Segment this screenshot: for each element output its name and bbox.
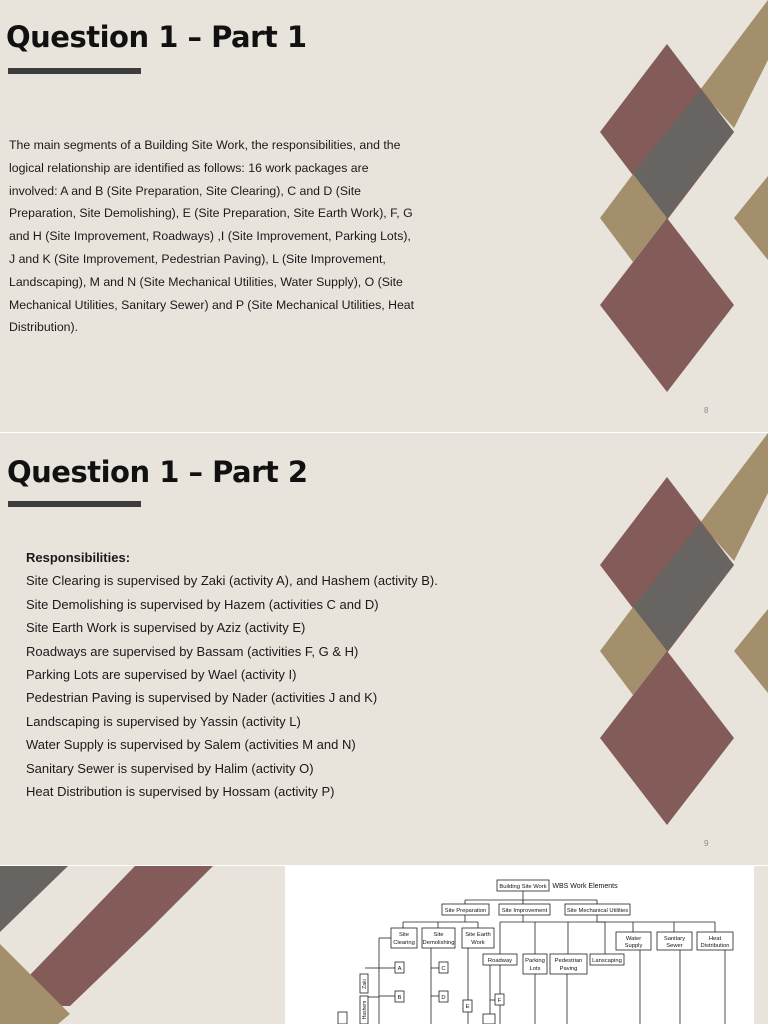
wbs-node-label: Site [399, 932, 409, 938]
slide-title: Question 1 – Part 2 [7, 455, 308, 489]
wbs-activity-label: D [441, 995, 446, 1001]
wbs-root-label: Building Site Work [499, 884, 547, 890]
responsibilities-list [26, 546, 438, 803]
title-underline [8, 501, 141, 507]
list-item: Pedestrian Paving is supervised by Nader (activities J and K) [26, 690, 378, 706]
tan-edge-triangle [734, 176, 768, 260]
list-item: Heat Distribution is supervised by Hossam (activity P) [26, 784, 335, 800]
wbs-level1-label: Site Improvement [501, 908, 548, 914]
page-number: 8 [704, 406, 709, 415]
wbs-node-label: Lots [529, 966, 541, 972]
wbs-activity-label: B [397, 995, 402, 1001]
wbs-activity-label: E [465, 1004, 470, 1010]
list-item: Parking Lots are supervised by Wael (activity I) [26, 667, 297, 683]
list-item: Sanitary Sewer is supervised by Halim (activity O) [26, 760, 314, 776]
wbs-node-label: Sanitary [663, 936, 686, 942]
list-item: Site Clearing is supervised by Zaki (activity A), and Hashem (activity B). [26, 573, 438, 589]
wbs-node-label: Heat [708, 936, 722, 942]
wbs-node-label: Paving [559, 966, 578, 972]
wbs-node-label: Site Earth [465, 932, 491, 938]
list-item: Water Supply is supervised by Salem (activities M and N) [26, 737, 356, 753]
body-paragraph: The main segments of a Building Site Work, the responsibilities, and the logical relationship are identified as follows: 16 work packages are involved: A and B (Site Preparation, Site Clearing), C and D (Site Preparation, Site Demolishing), E (Site Preparation, Site Earth Work), F, G and H (Site Improvement, Roadways) ,I (Site Improvement, Parking Lots), J and K (Site Improvement, Pedestrian Paving), L (Site Improvement, Landscaping), M and N (Site Mechanical Utilities, Water Supply), O (Site Mechanical Utilities, Sanitary Sewer) and P (Site Mechanical Utilities, Heat Distribution). [9, 138, 415, 335]
diamond-decoration [0, 0, 768, 432]
wbs-level1-label: Site Mechanical Utilities [566, 908, 629, 914]
wbs-node-label: Sewer [666, 943, 683, 949]
wbs-chart [285, 866, 754, 1024]
wbs-node-label: Lanscaping [592, 958, 622, 964]
wbs-node-label: Distribution [700, 943, 730, 949]
list-item: Landscaping is supervised by Yassin (activity L) [26, 713, 301, 729]
wbs-activity-label: A [397, 966, 402, 972]
page-number: 9 [704, 839, 709, 848]
wbs-node-label: Supply [624, 943, 643, 949]
wbs-person-label: Hashem [362, 1000, 368, 1020]
slide-question1-part1 [0, 0, 768, 432]
wbs-node-label: Work [471, 940, 485, 946]
wbs-activity-box [483, 1014, 495, 1024]
list-item: Roadways are supervised by Bassam (activities F, G & H) [26, 643, 359, 659]
wbs-node-label: Site [433, 932, 444, 938]
wbs-diagram [285, 866, 754, 1024]
wbs-node-label: Roadway [487, 958, 513, 964]
wbs-activity-label: C [441, 966, 446, 972]
wbs-person-box [338, 1012, 347, 1024]
wbs-node-label: Clearing [393, 940, 415, 946]
wbs-node-label: Water [625, 936, 642, 942]
gray-stripe [0, 866, 68, 932]
list-item: Site Earth Work is supervised by Aziz (activity E) [26, 620, 306, 636]
wbs-person-label: Zaki [362, 979, 368, 989]
wbs-node-label: Pedestrian [554, 958, 583, 964]
wbs-caption: WBS Work Elements [552, 883, 618, 890]
tan-edge-triangle [734, 609, 768, 693]
slide-title: Question 1 – Part 1 [6, 20, 307, 54]
list-item: Site Demolishing is supervised by Hazem (activities C and D) [26, 596, 379, 612]
wbs-level1-label: Site Preparation [444, 908, 487, 914]
wbs-node-label: Demolishing [422, 940, 455, 946]
responsibilities-heading: Responsibilities: [26, 550, 131, 565]
wbs-activity-label: F [497, 998, 502, 1004]
wbs-node-label: Parking [525, 958, 545, 964]
